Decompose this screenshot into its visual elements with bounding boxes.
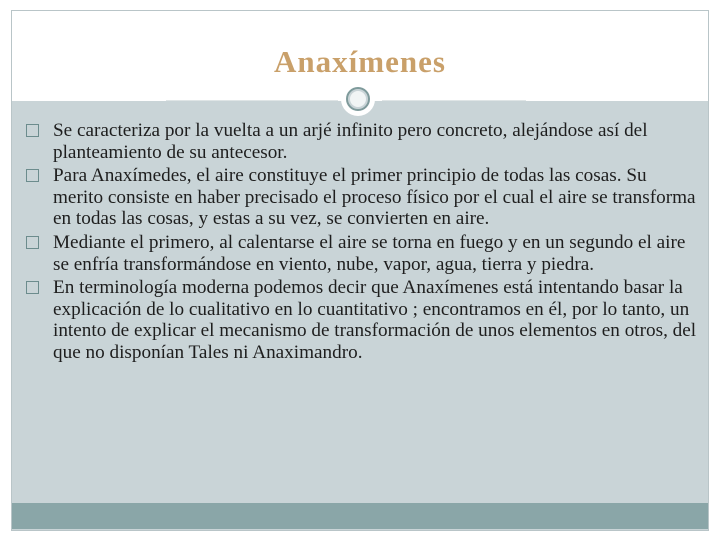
slide-title: Anaxímenes	[274, 44, 446, 79]
bullet-item-4	[26, 277, 698, 363]
square-bullet-icon	[26, 124, 39, 137]
slide-content	[26, 120, 698, 366]
square-bullet-icon	[26, 169, 39, 182]
bullet-item-3	[26, 232, 698, 275]
bullet-item-2	[26, 165, 698, 230]
bullet-list	[26, 120, 698, 364]
bullet-text: Para Anaxímedes, el aire constituye el primer principio de todas las cosas. Su merito consiste en haber precisado el proceso físico por el cual el aire se transforma en todas las cosas, y estas a su vez, se convierten en aire.	[53, 165, 696, 230]
circle-ornament-icon	[341, 82, 375, 116]
bullet-text: Se caracteriza por la vuelta a un arjé infinito pero concreto, alejándose así del planteamiento de su antecesor.	[53, 120, 648, 163]
bullet-item-1	[26, 120, 698, 163]
title-divider-right	[382, 100, 526, 101]
bullet-text: Mediante el primero, al calentarse el aire se torna en fuego y en un segundo el aire se enfría transformándose en viento, nube, vapor, agua, tierra y piedra.	[53, 231, 686, 275]
circle-ornament-inner	[348, 89, 368, 109]
square-bullet-icon	[26, 236, 39, 249]
bottom-accent-bar	[12, 503, 708, 529]
square-bullet-icon	[26, 281, 39, 294]
bullet-text: En terminología moderna podemos decir que Anaxímenes está intentando basar la explicación de lo cualitativo en lo cuantitativo ; encontramos en él, por lo tanto, un intento de explicar el mecanismo de transformación de unos elementos en otros, del que no disponían Tales ni Anaximandro.	[53, 277, 697, 363]
title-divider-left	[166, 100, 338, 101]
